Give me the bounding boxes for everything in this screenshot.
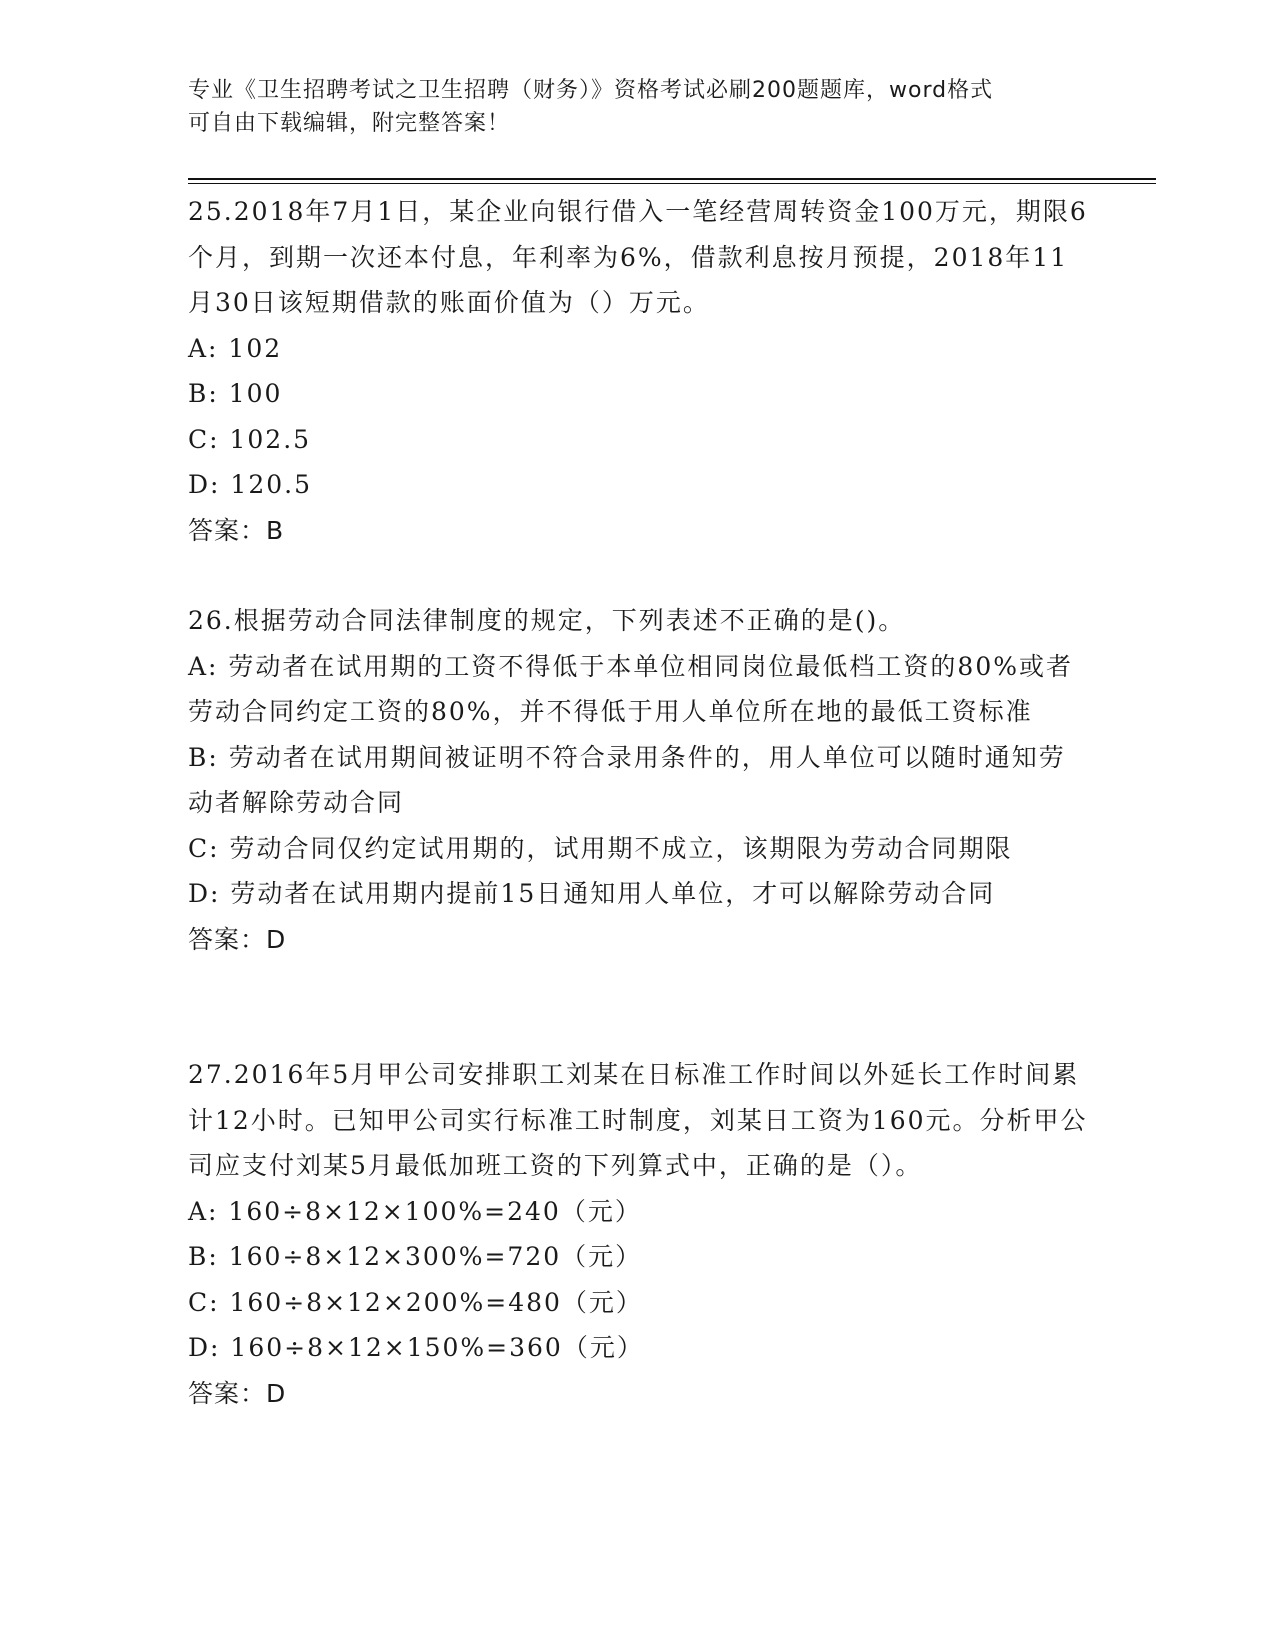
option-d: D: 120.5 xyxy=(188,470,312,499)
option-d: D: 劳动者在试用期内提前15日通知用人单位，才可以解除劳动合同 xyxy=(188,879,996,908)
question-stem: 26.根据劳动合同法律制度的规定，下列表述不正确的是()。 xyxy=(188,606,906,635)
option-d: D: 160÷8×12×150%=360（元） xyxy=(188,1333,644,1362)
option-b: B: 160÷8×12×300%=720（元） xyxy=(188,1242,643,1271)
document-header xyxy=(188,74,1068,140)
question-stem: 25.2018年7月1日，某企业向银行借入一笔经营周转资金100万元，期限6个月，到期一次还本付息，年利率为6%，借款利息按月预提，2018年11月30日该短期借款的账面价值为（）万元。 xyxy=(188,197,1088,317)
header-title-line-1: 专业《卫生招聘考试之卫生招聘（财务）》资格考试必刷200题题库，word格式 xyxy=(188,78,994,103)
option-b: B: 劳动者在试用期间被证明不符合录用条件的，用人单位可以随时通知劳动者解除劳动合同 xyxy=(188,742,1066,817)
question-stem: 27.2016年5月甲公司安排职工刘某在日标准工作时间以外延长工作时间累计12小时。已知甲公司实行标准工时制度，刘某日工资为160元。分析甲公司应支付刘某5月最低加班工资的下列算式中，正确的是（）。 xyxy=(188,1060,1088,1180)
option-c: C: 160÷8×12×200%=480（元） xyxy=(188,1287,643,1317)
question-26 xyxy=(188,598,1088,962)
option-c: C: 102.5 xyxy=(188,424,312,454)
question-25 xyxy=(188,189,1088,553)
header-divider-thick xyxy=(188,178,1156,180)
header-divider-thin xyxy=(188,183,1156,184)
option-a: A: 102 xyxy=(188,333,283,363)
question-27 xyxy=(188,1052,1088,1416)
option-c: C: 劳动合同仅约定试用期的，试用期不成立，该期限为劳动合同期限 xyxy=(188,833,1013,863)
answer-label: 答案：D xyxy=(188,1378,287,1408)
option-a: A: 劳动者在试用期的工资不得低于本单位相同岗位最低档工资的80%或者劳动合同约定工资的80%，并不得低于用人单位所在地的最低工资标准 xyxy=(188,651,1073,726)
answer-label: 答案：B xyxy=(188,515,285,545)
answer-label: 答案：D xyxy=(188,924,287,954)
header-title-line-2: 可自由下载编辑，附完整答案！ xyxy=(188,111,511,136)
option-b: B: 100 xyxy=(188,379,283,408)
option-a: A: 160÷8×12×100%=240（元） xyxy=(188,1196,642,1226)
